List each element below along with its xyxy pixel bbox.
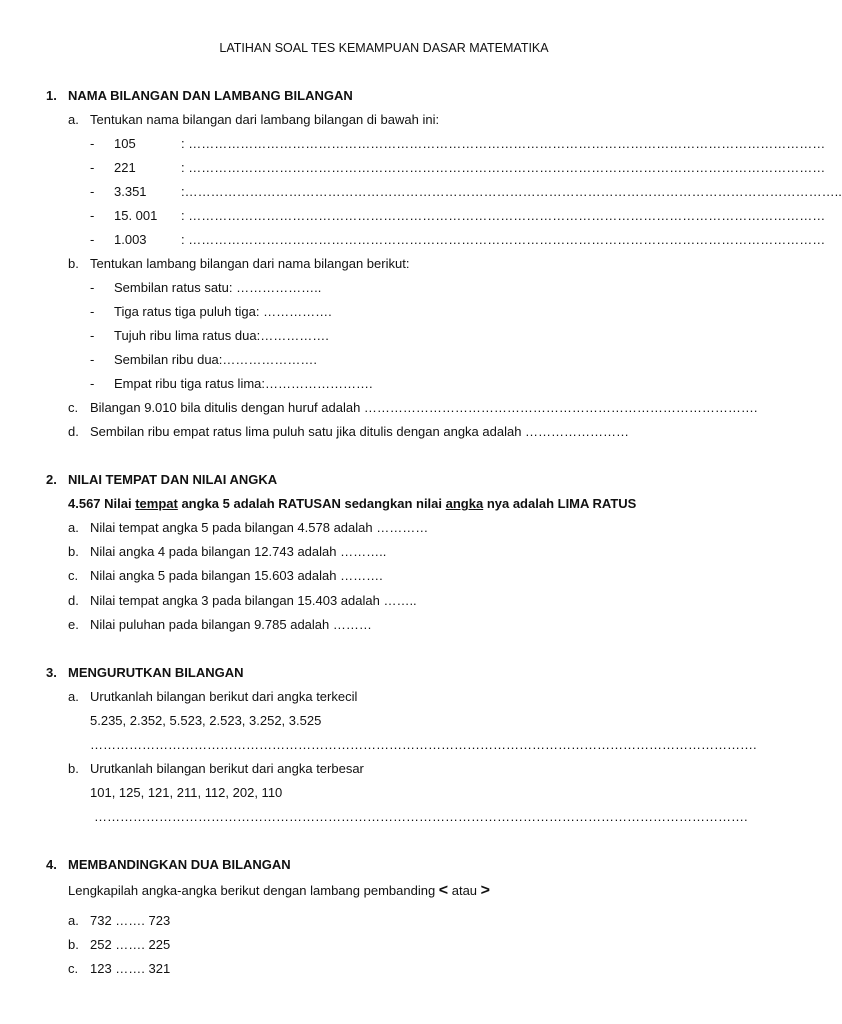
answer-blank: : ………………………………………………………………………………………………………………………………… bbox=[181, 136, 826, 151]
answer-blank: ………………………………………………………………………………………………………………………………………. bbox=[90, 737, 757, 752]
section-3-heading: MENGURUTKAN BILANGAN bbox=[68, 665, 244, 680]
item-2e-text: Nilai puluhan pada bilangan 9.785 adalah ……… bbox=[90, 617, 372, 632]
number-name-question: Sembilan ratus satu: ……………….. bbox=[114, 280, 322, 295]
list-dash: - bbox=[90, 376, 95, 391]
item-2e-marker: e. bbox=[68, 617, 79, 632]
section-4-heading: MEMBANDINGKAN DUA BILANGAN bbox=[68, 857, 291, 872]
number-name-question: Empat ribu tiga ratus lima:……………………. bbox=[114, 376, 373, 391]
item-3b-text: Urutkanlah bilangan berikut dari angka terbesar bbox=[90, 761, 364, 776]
item-1d-text: Sembilan ribu empat ratus lima puluh satu jika ditulis dengan angka adalah …………………… bbox=[90, 424, 630, 439]
number-name-question: Tujuh ribu lima ratus dua:……………. bbox=[114, 328, 329, 343]
example-part-3: nya adalah LIMA RATUS bbox=[483, 496, 637, 511]
item-4b-marker: b. bbox=[68, 937, 79, 952]
item-4c-marker: c. bbox=[68, 961, 79, 976]
item-1b-text: Tentukan lambang bilangan dari nama bilangan berikut: bbox=[90, 256, 410, 271]
example-underlined-tempat: tempat bbox=[135, 496, 178, 511]
number-symbol: 15. 001 bbox=[114, 208, 158, 223]
item-1c-marker: c. bbox=[68, 400, 79, 415]
item-4a-text: 732 ……. 723 bbox=[90, 913, 171, 928]
section-1-heading: NAMA BILANGAN DAN LAMBANG BILANGAN bbox=[68, 88, 353, 103]
section-1-number: 1. bbox=[46, 88, 57, 103]
number-symbol: 1.003 bbox=[114, 232, 147, 247]
item-1a-text: Tentukan nama bilangan dari lambang bilangan di bawah ini: bbox=[90, 112, 440, 127]
answer-blank: : ………………………………………………………………………………………………………………………………… bbox=[181, 160, 826, 175]
list-dash: - bbox=[90, 352, 95, 367]
item-2c-text: Nilai angka 5 pada bilangan 15.603 adalah ………. bbox=[90, 568, 383, 583]
comparison-instruction bbox=[68, 883, 490, 899]
section-3-number: 3. bbox=[46, 665, 57, 680]
example-part-2: angka 5 adalah RATUSAN sedangkan nilai bbox=[177, 496, 446, 511]
item-2d-marker: d. bbox=[68, 593, 79, 608]
item-2b-text: Nilai angka 4 pada bilangan 12.743 adalah ……….. bbox=[90, 544, 387, 559]
answer-blank: : ………………………………………………………………………………………………………………………………… bbox=[181, 208, 826, 223]
item-4a-marker: a. bbox=[68, 913, 79, 928]
greater-than-symbol: > bbox=[480, 882, 490, 899]
item-3b-numbers: 101, 125, 121, 211, 112, 202, 110 bbox=[90, 785, 283, 800]
item-2a-text: Nilai tempat angka 5 pada bilangan 4.578 adalah ………… bbox=[90, 520, 429, 535]
list-dash: - bbox=[90, 232, 95, 247]
item-2c-marker: c. bbox=[68, 568, 79, 583]
item-1c-text: Bilangan 9.010 bila ditulis dengan huruf adalah ………………………………………………………………………………. bbox=[90, 400, 758, 415]
list-dash: - bbox=[90, 208, 95, 223]
section-2-heading: NILAI TEMPAT DAN NILAI ANGKA bbox=[68, 472, 278, 487]
page-title: LATIHAN SOAL TES KEMAMPUAN DASAR MATEMATIKA bbox=[219, 41, 549, 55]
number-symbol: 105 bbox=[114, 136, 136, 151]
instruction-atau: atau bbox=[448, 883, 481, 898]
number-name-question: Tiga ratus tiga puluh tiga: ……………. bbox=[114, 304, 332, 319]
number-name-question: Sembilan ribu dua:…………………. bbox=[114, 352, 318, 367]
item-1d-marker: d. bbox=[68, 424, 79, 439]
answer-blank: ……………………………………………………………………………………………………………………………………. bbox=[94, 809, 748, 824]
item-4b-text: 252 ……. 225 bbox=[90, 937, 171, 952]
item-2a-marker: a. bbox=[68, 520, 79, 535]
section-2-number: 2. bbox=[46, 472, 57, 487]
instruction-text: Lengkapilah angka-angka berikut dengan lambang pembanding bbox=[68, 883, 439, 898]
answer-blank: : ………………………………………………………………………………………………………………………………… bbox=[181, 232, 826, 247]
item-4c-text: 123 ……. 321 bbox=[90, 961, 171, 976]
list-dash: - bbox=[90, 160, 95, 175]
list-dash: - bbox=[90, 328, 95, 343]
example-underlined-angka: angka bbox=[445, 496, 484, 511]
list-dash: - bbox=[90, 136, 95, 151]
number-symbol: 221 bbox=[114, 160, 136, 175]
item-3a-marker: a. bbox=[68, 689, 79, 704]
list-dash: - bbox=[90, 280, 95, 295]
item-2b-marker: b. bbox=[68, 544, 79, 559]
answer-blank: :…………………………………………………………………………………………………………………………………….. bbox=[181, 184, 842, 199]
less-than-symbol: < bbox=[438, 882, 449, 899]
section-4-number: 4. bbox=[46, 857, 57, 872]
item-1b-marker: b. bbox=[68, 256, 79, 271]
number-symbol: 3.351 bbox=[114, 184, 147, 199]
example-part-1: 4.567 Nilai bbox=[68, 496, 136, 511]
list-dash: - bbox=[90, 184, 95, 199]
item-2d-text: Nilai tempat angka 3 pada bilangan 15.403 adalah …….. bbox=[90, 593, 417, 608]
item-1a-marker: a. bbox=[68, 112, 79, 127]
item-3a-numbers: 5.235, 2.352, 5.523, 2.523, 3.252, 3.525 bbox=[90, 713, 322, 728]
item-3a-text: Urutkanlah bilangan berikut dari angka terkecil bbox=[90, 689, 358, 704]
list-dash: - bbox=[90, 304, 95, 319]
example-sentence bbox=[68, 496, 636, 512]
item-3b-marker: b. bbox=[68, 761, 79, 776]
